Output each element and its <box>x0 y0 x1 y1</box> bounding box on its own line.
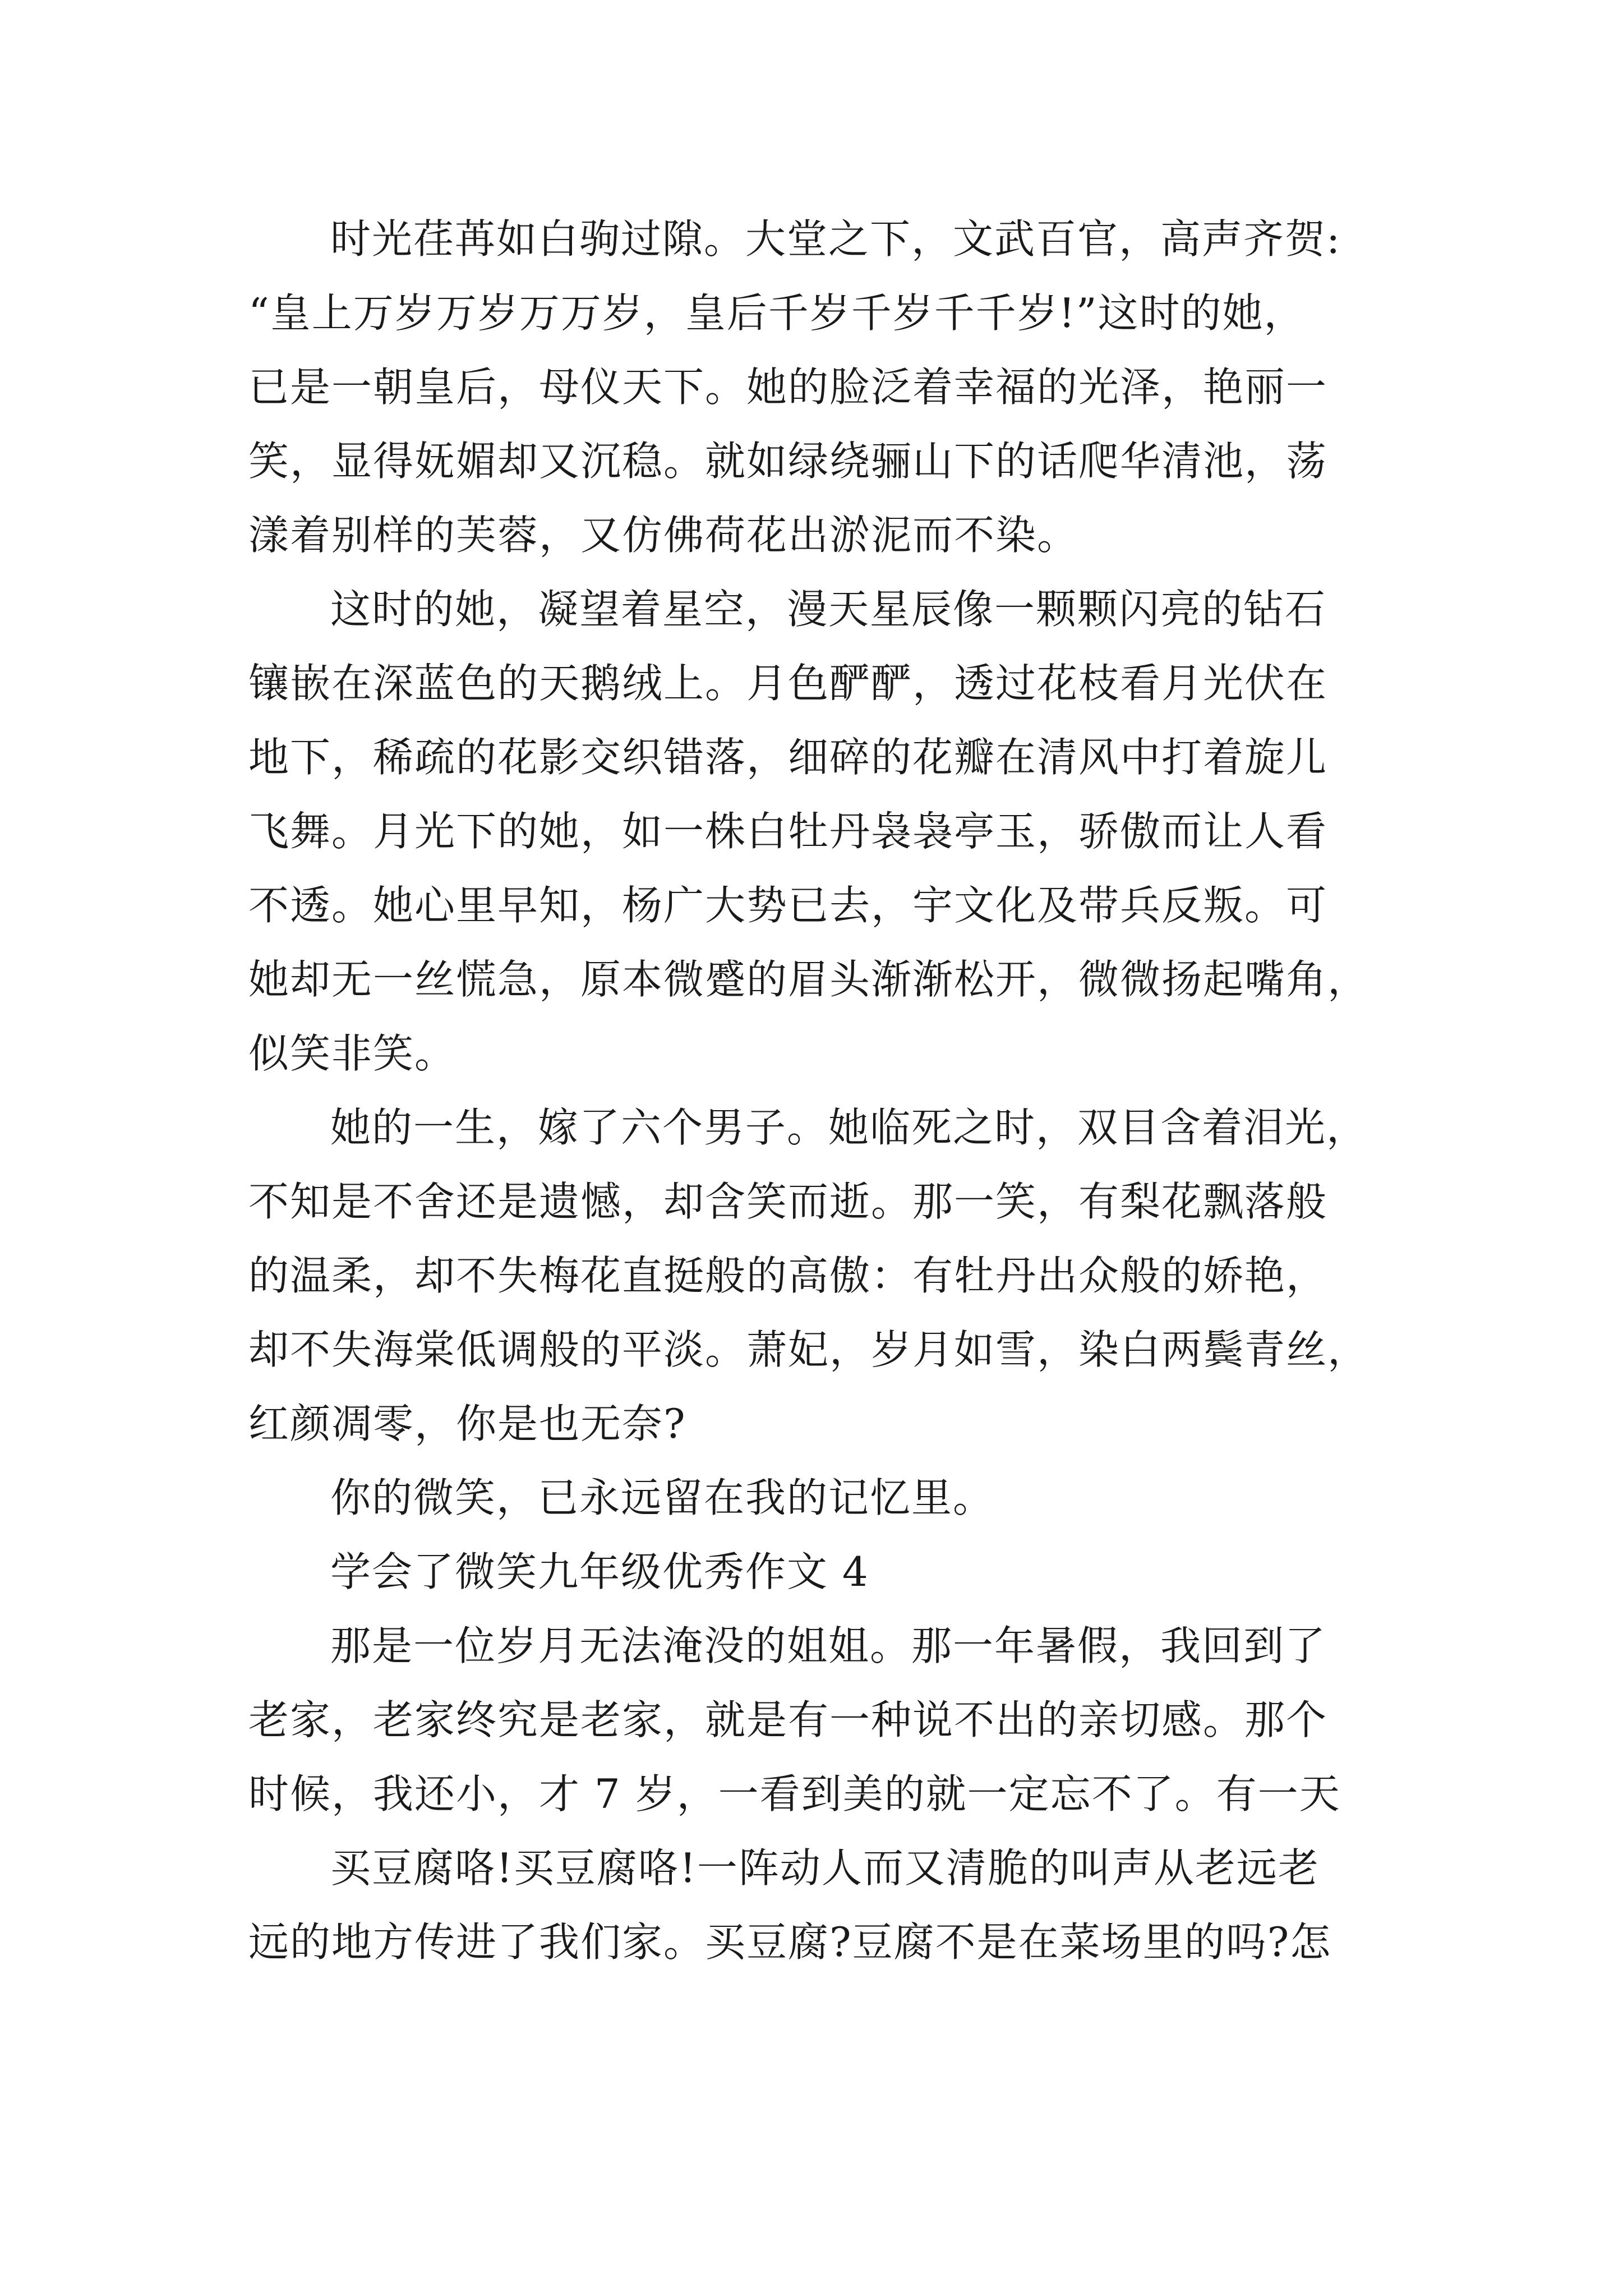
text-line: 你的微笑，已永远留在我的记忆里。 <box>330 1474 995 1521</box>
section-heading: 学会了微笑九年级优秀作文 4 <box>330 1548 869 1595</box>
text-line: 她却无一丝慌急，原本微蹙的眉头渐渐松开，微微扬起嘴角， <box>248 956 1370 1003</box>
text-line: 已是一朝皇后，母仪天下。她的脸泛着幸福的光泽，艳丽一 <box>248 364 1328 411</box>
text-line: 的温柔，却不失梅花直挺般的高傲：有牡丹出众般的娇艳， <box>248 1252 1328 1299</box>
text-line: 买豆腐咯!买豆腐咯!一阵动人而又清脆的叫声从老远老 <box>330 1844 1320 1892</box>
text-line: 时候，我还小，才 7 岁，一看到美的就一定忘不了。有一天 <box>248 1770 1341 1818</box>
text-line: 笑，显得妩媚却又沉稳。就如绿绕骊山下的话爬华清池，荡 <box>248 438 1328 485</box>
text-line: 老家，老家终究是老家，就是有一种说不出的亲切感。那个 <box>248 1696 1328 1743</box>
text-line: 红颜凋零，你是也无奈? <box>248 1400 686 1447</box>
text-line: 不透。她心里早知，杨广大势已去，宇文化及带兵反叛。可 <box>248 882 1328 929</box>
text-line: 不知是不舍还是遗憾，却含笑而逝。那一笑，有梨花飘落般 <box>248 1178 1328 1225</box>
text-line: “皇上万岁万岁万万岁，皇后千岁千岁千千岁!”这时的她， <box>248 289 1306 337</box>
text-line: 镶嵌在深蓝色的天鹅绒上。月色酽酽，透过花枝看月光伏在 <box>248 660 1328 707</box>
text-line: 她的一生，嫁了六个男子。她临死之时，双目含着泪光， <box>330 1104 1368 1151</box>
text-line: 飞舞。月光下的她，如一株白牡丹袅袅亭玉，骄傲而让人看 <box>248 808 1328 855</box>
text-line: 这时的她，凝望着星空，漫天星辰像一颗颗闪亮的钻石 <box>330 586 1327 633</box>
text-line: 时光荏苒如白驹过隙。大堂之下，文武百官，高声齐贺: <box>330 215 1341 263</box>
text-line: 那是一位岁月无法淹没的姐姐。那一年暑假，我回到了 <box>330 1622 1327 1669</box>
text-line: 漾着别样的芙蓉，又仿佛荷花出淤泥而不染。 <box>248 512 1079 559</box>
text-line: 远的地方传进了我们家。买豆腐?豆腐不是在菜场里的吗?怎 <box>248 1918 1332 1966</box>
text-line: 地下，稀疏的花影交织错落，细碎的花瓣在清风中打着旋儿 <box>248 734 1328 781</box>
text-line: 却不失海棠低调般的平淡。萧妃，岁月如雪，染白两鬓青丝， <box>248 1326 1370 1373</box>
text-line: 似笑非笑。 <box>248 1030 457 1077</box>
